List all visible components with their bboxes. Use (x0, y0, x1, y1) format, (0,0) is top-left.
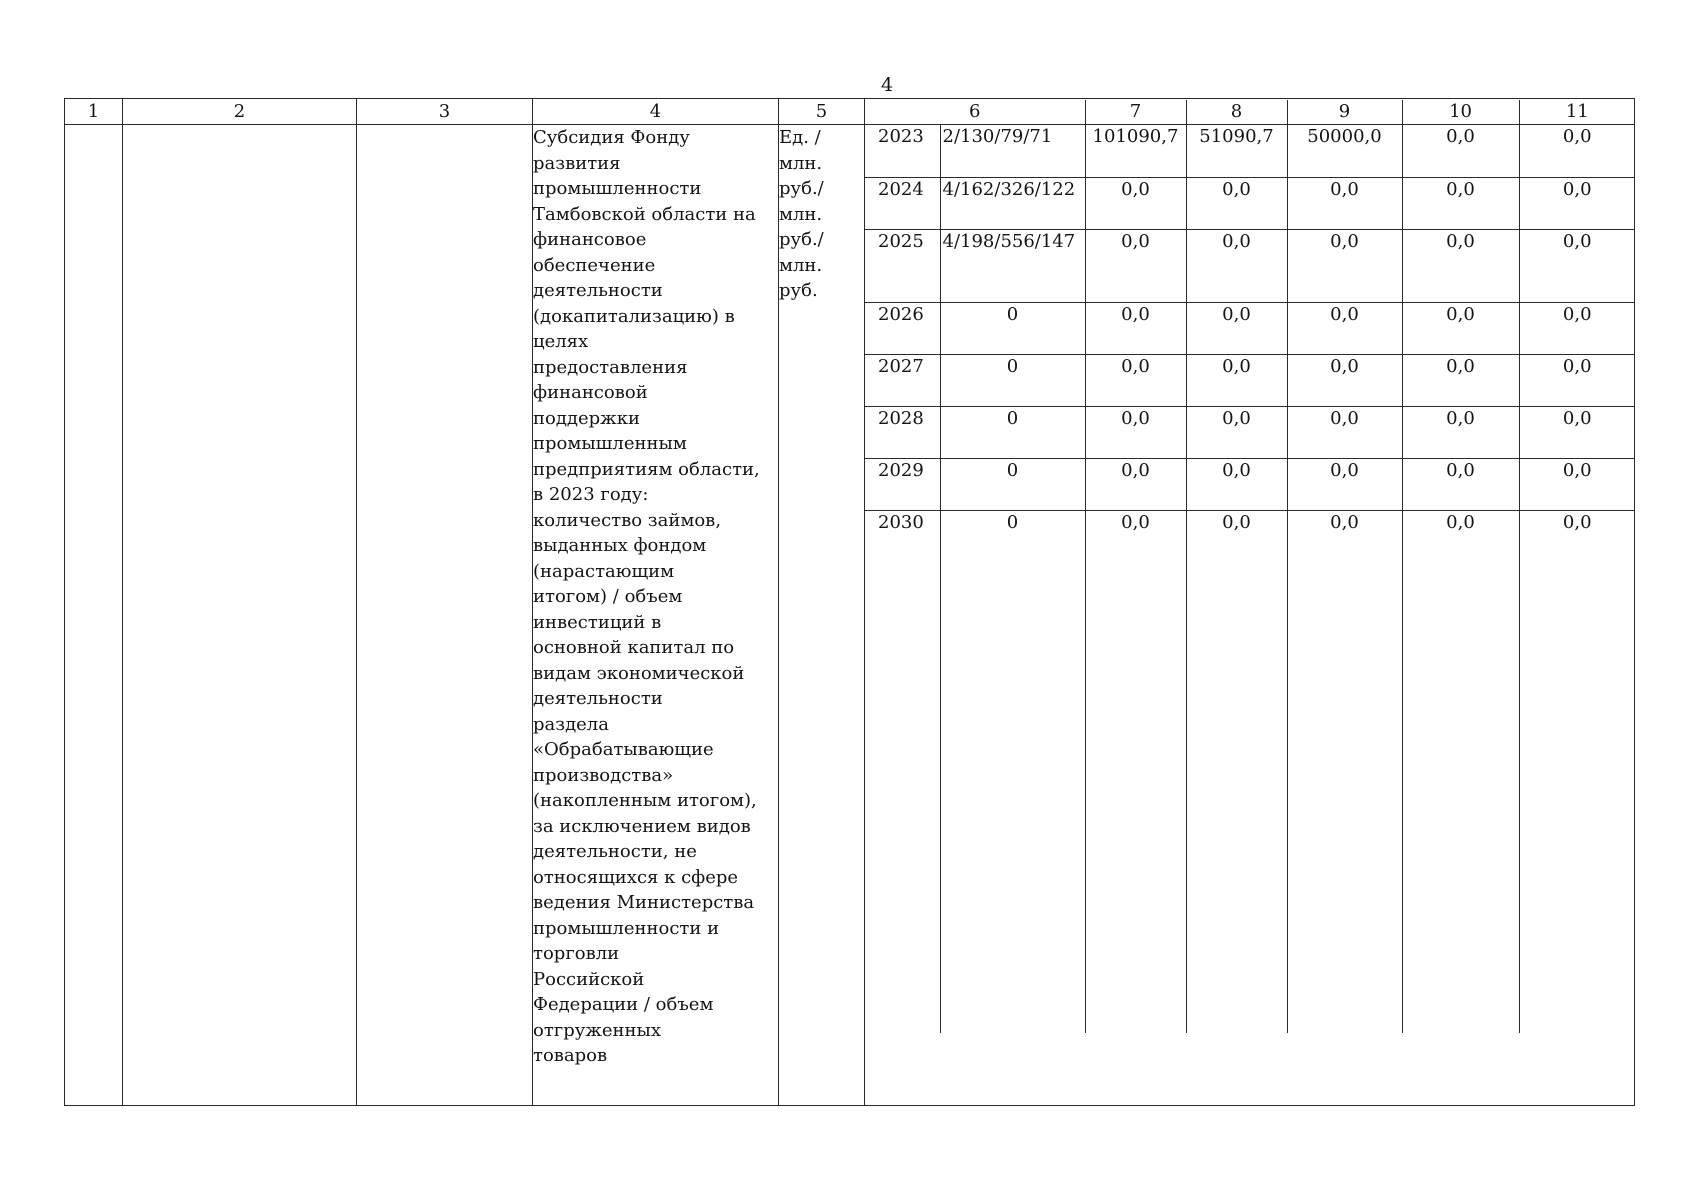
value-col11: 0,0 (1519, 354, 1635, 406)
description-line: за исключением видов (533, 815, 751, 837)
header-row (65, 99, 1635, 125)
table-row (65, 125, 1635, 1106)
year-cell: 2027 (865, 354, 940, 406)
unit-line: млн. (779, 152, 823, 174)
unit-lines (779, 125, 864, 304)
col-header-8: 8 (1186, 100, 1287, 124)
year-row-2029 (865, 458, 1635, 510)
value-col11: 0,0 (1519, 510, 1635, 1033)
value-col10: 0,0 (1402, 406, 1519, 458)
unit-line: млн. (779, 254, 823, 276)
description-line: (докапитализацию) в (533, 305, 735, 327)
year-row-2024 (865, 177, 1635, 229)
description-line: «Обрабатывающие (533, 739, 714, 760)
description-line: Российской (533, 968, 645, 990)
year-cell: 2028 (865, 406, 940, 458)
col-header-7: 7 (1085, 100, 1186, 124)
year-cell: 2023 (865, 125, 940, 177)
value-col8: 0,0 (1186, 354, 1287, 406)
value-col7: 0,0 (1085, 354, 1186, 406)
value-col10: 0,0 (1402, 177, 1519, 229)
description-line: целях (533, 331, 589, 352)
header-subtable (865, 100, 1635, 124)
value-col7: 0,0 (1085, 510, 1186, 1033)
description-line: выданных фондом (533, 535, 707, 556)
value-col9: 0,0 (1287, 406, 1402, 458)
value-col7: 0,0 (1085, 406, 1186, 458)
col-header-3: 3 (357, 99, 533, 125)
description-line: поддержки (533, 407, 640, 429)
col-header-6-11 (865, 99, 1635, 125)
value-col9: 0,0 (1287, 354, 1402, 406)
year-cell: 2024 (865, 177, 940, 229)
col-header-10: 10 (1402, 100, 1519, 124)
description-line: в 2023 году: (533, 484, 649, 505)
value-col8: 0,0 (1186, 302, 1287, 354)
value-col9: 0,0 (1287, 458, 1402, 510)
col-header-1: 1 (65, 99, 123, 125)
value-col11: 0,0 (1519, 177, 1635, 229)
description-line: предоставления (533, 356, 688, 378)
value-col10: 0,0 (1402, 302, 1519, 354)
indicator-value-cell: 0 (940, 302, 1085, 354)
indicator-value-cell: 0 (940, 458, 1085, 510)
value-col9: 0,0 (1287, 302, 1402, 354)
value-col8: 51090,7 (1186, 125, 1287, 177)
value-col11: 0,0 (1519, 125, 1635, 177)
value-col10: 0,0 (1402, 229, 1519, 302)
description-line: отгруженных (533, 1019, 662, 1041)
description-lines (533, 125, 778, 1069)
unit-line: руб./ (779, 178, 824, 199)
indicator-value-cell: 0 (940, 354, 1085, 406)
page-number: 4 (880, 74, 894, 96)
description-line: финансовое (533, 229, 647, 250)
description-line: промышленности (533, 178, 702, 199)
description-line: (накопленным итогом), (533, 790, 757, 811)
value-col7: 0,0 (1085, 458, 1186, 510)
value-col11: 0,0 (1519, 229, 1635, 302)
yearly-values-table (865, 125, 1635, 1033)
description-line: торговли (533, 943, 620, 964)
description-line: деятельности (533, 280, 663, 301)
value-col11: 0,0 (1519, 302, 1635, 354)
value-col10: 0,0 (1402, 354, 1519, 406)
value-col8: 0,0 (1186, 177, 1287, 229)
cell-col1 (65, 125, 123, 1106)
value-col10: 0,0 (1402, 125, 1519, 177)
description-line: итогом) / объем (533, 586, 683, 607)
value-col7: 0,0 (1085, 177, 1186, 229)
indicator-value-cell: 2/130/79/71 (940, 125, 1085, 177)
value-col9: 0,0 (1287, 229, 1402, 302)
unit-line: млн. (779, 203, 823, 225)
unit-of-measure (779, 125, 865, 1106)
description-line: ведения Министерства (533, 892, 755, 913)
description-line: развития (533, 152, 621, 174)
col-header-2: 2 (123, 99, 357, 125)
value-col7: 0,0 (1085, 229, 1186, 302)
description-line: относящихся к сфере (533, 866, 739, 888)
description-line: видам экономической (533, 662, 745, 684)
description-line: Федерации / объем (533, 994, 714, 1015)
value-col8: 0,0 (1186, 510, 1287, 1033)
value-col7: 101090,7 (1085, 125, 1186, 177)
unit-line: руб./ (779, 229, 824, 250)
indicator-value-cell: 4/198/556/147 (940, 229, 1085, 302)
col-header-5: 5 (779, 99, 865, 125)
value-col8: 0,0 (1186, 458, 1287, 510)
value-col8: 0,0 (1186, 229, 1287, 302)
description-line: инвестиций в (533, 611, 662, 633)
indicator-value-cell: 4/162/326/122 (940, 177, 1085, 229)
unit-line: Ед. / (779, 127, 821, 148)
value-col11: 0,0 (1519, 458, 1635, 510)
indicator-value-cell: 0 (940, 406, 1085, 458)
value-col9: 0,0 (1287, 177, 1402, 229)
value-col9: 0,0 (1287, 510, 1402, 1033)
year-row-2027 (865, 354, 1635, 406)
year-cell: 2029 (865, 458, 940, 510)
cell-col3 (357, 125, 533, 1106)
description-line: товаров (533, 1045, 608, 1066)
col-header-6: 6 (865, 100, 1085, 124)
unit-line: руб. (779, 280, 818, 301)
year-cell: 2025 (865, 229, 940, 302)
value-col9: 50000,0 (1287, 125, 1402, 177)
description-line: производства» (533, 764, 674, 786)
value-col10: 0,0 (1402, 510, 1519, 1033)
year-row-2028 (865, 406, 1635, 458)
program-table (64, 98, 1635, 1106)
col-header-11: 11 (1519, 100, 1635, 124)
indicator-value-cell: 0 (940, 510, 1085, 1033)
year-row-2030 (865, 510, 1635, 1033)
description-line: деятельности, не (533, 841, 697, 862)
description-line: раздела (533, 713, 609, 735)
description-line: промышленности и (533, 917, 720, 939)
cell-col2 (123, 125, 357, 1106)
value-col10: 0,0 (1402, 458, 1519, 510)
description-line: (нарастающим (533, 560, 675, 582)
col-header-9: 9 (1287, 100, 1402, 124)
year-cell: 2030 (865, 510, 940, 1033)
description-line: Субсидия Фонду (533, 127, 690, 148)
description-line: финансовой (533, 382, 648, 403)
yearly-values (865, 125, 1635, 1106)
year-row-2023 (865, 125, 1635, 177)
year-row-2025 (865, 229, 1635, 302)
value-col8: 0,0 (1186, 406, 1287, 458)
event-description (533, 125, 779, 1106)
description-line: Тамбовской области на (533, 203, 756, 225)
description-line: промышленным (533, 433, 687, 454)
description-line: основной капитал по (533, 637, 735, 658)
description-line: обеспечение (533, 254, 656, 276)
value-col11: 0,0 (1519, 406, 1635, 458)
year-row-2026 (865, 302, 1635, 354)
description-line: деятельности (533, 688, 663, 709)
description-line: количество займов, (533, 509, 722, 531)
description-line: предприятиям области, (533, 458, 760, 480)
col-header-4: 4 (533, 99, 779, 125)
value-col7: 0,0 (1085, 302, 1186, 354)
year-cell: 2026 (865, 302, 940, 354)
